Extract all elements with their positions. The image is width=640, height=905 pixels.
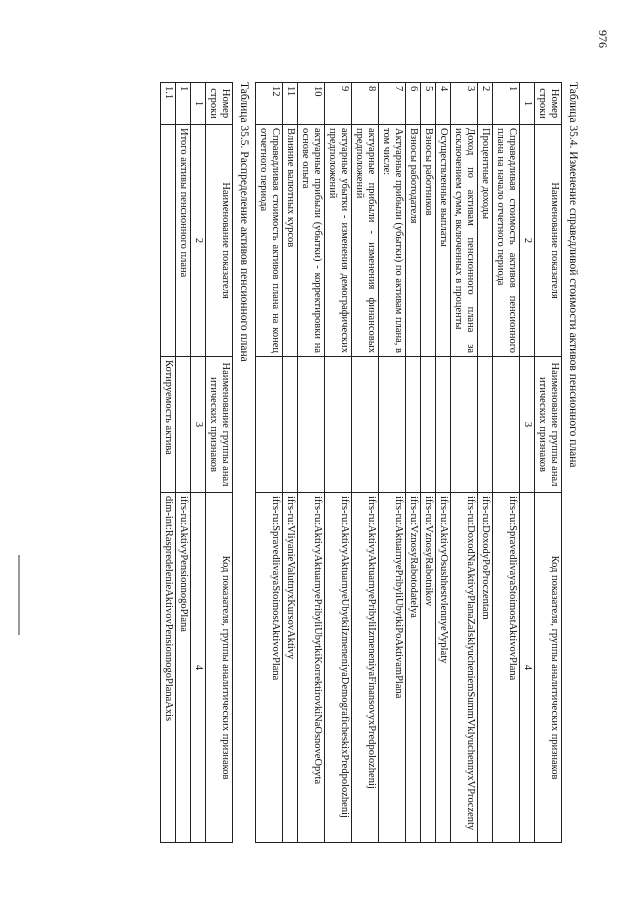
table-row <box>325 83 352 843</box>
table-row <box>478 83 493 843</box>
code-cell: dim-int:RaspredelenieAktivovPensionnogoPlanaAxis <box>161 493 176 843</box>
indicator-name-cell: актуарные убытки - изменения демографических предположений <box>325 125 352 357</box>
row-number-cell: 12 <box>256 83 283 125</box>
code-cell: ifrs-ru:VznosyRabotnikov <box>421 493 436 843</box>
header-row-number: Номер строки <box>535 83 562 125</box>
group-name-cell <box>176 357 191 493</box>
row-number-cell: 1 <box>493 83 520 125</box>
table-row <box>161 83 176 843</box>
code-cell: ifrs-ru:AktuarnyePribyliUbytkiPoAktivamPlana <box>379 493 406 843</box>
row-number-cell: 2 <box>478 83 493 125</box>
group-name-cell <box>325 357 352 493</box>
col-number: 4 <box>191 493 206 843</box>
rotated-content <box>60 52 580 852</box>
row-number-cell: 9 <box>325 83 352 125</box>
header-row-number: Номер строки <box>206 83 233 125</box>
indicator-name-cell <box>161 125 176 357</box>
indicator-name-cell: Доход по активам пенсионного плана за исключением сумм, включенных в проценты <box>451 125 478 357</box>
row-number-cell: 1 <box>176 83 191 125</box>
row-number-cell: 7 <box>379 83 406 125</box>
group-name-cell <box>436 357 451 493</box>
row-number-cell: 8 <box>352 83 379 125</box>
page-number: 976 <box>596 30 610 48</box>
table-row <box>283 83 298 843</box>
indicator-name-cell: Итого активы пенсионного плана <box>176 125 191 357</box>
header-indicator-name: Наименование показателя <box>206 125 233 357</box>
row-number-cell: 11 <box>283 83 298 125</box>
col-number: 2 <box>520 125 535 357</box>
table-row <box>436 83 451 843</box>
table-row <box>256 83 283 843</box>
table-row <box>406 83 421 843</box>
table1-header-row <box>535 83 562 843</box>
col-number: 3 <box>191 357 206 493</box>
code-cell: ifrs-ru:SpravedlivayaStoimostAktivovPlana <box>256 493 283 843</box>
scan-edge-mark <box>18 555 20 635</box>
table2-caption: Таблица 35.5. Распределение активов пенсионного плана <box>238 82 250 362</box>
code-cell: ifrs-ru:AktivyOsushhestvlennyeVyplaty <box>436 493 451 843</box>
row-number-cell: 5 <box>421 83 436 125</box>
header-code: Код показателя, группы аналитических признаков <box>535 493 562 843</box>
code-cell: ifrs-ru:DoxodyPoProczentam <box>478 493 493 843</box>
table1-caption: Таблица 35.4. Изменение справедливой стоимости активов пенсионного плана <box>567 82 579 468</box>
table-plan-asset-allocation <box>160 82 233 843</box>
row-number-cell: 3 <box>451 83 478 125</box>
code-cell: ifrs-ru:AktivyAktuarnyePribyliUbytkiKorrektirovkiNaOsnoveOpyta <box>298 493 325 843</box>
group-name-cell <box>352 357 379 493</box>
group-name-cell <box>493 357 520 493</box>
code-cell: ifrs-ru:SpravedlivayaStoimostAktivovPlana <box>493 493 520 843</box>
group-name-cell <box>256 357 283 493</box>
row-number-cell: 1.1 <box>161 83 176 125</box>
indicator-name-cell: Процентные доходы <box>478 125 493 357</box>
code-cell: ifrs-ru:VznosyRabotodatelya <box>406 493 421 843</box>
code-cell: ifrs-ru:VliyanieValutnyxKursovAktivy <box>283 493 298 843</box>
code-cell: ifrs-ru:AktivyAktuarnyePribyliIzmeneniyaFinansovyxPredpolozhenij <box>352 493 379 843</box>
row-number-cell: 6 <box>406 83 421 125</box>
table-row <box>421 83 436 843</box>
col-number: 1 <box>191 83 206 125</box>
indicator-name-cell: актуарные прибыли - изменения финансовых предположений <box>352 125 379 357</box>
group-name-cell <box>379 357 406 493</box>
header-code: Код показателя, группы аналитических признаков <box>206 493 233 843</box>
indicator-name-cell: Осуществленные выплаты <box>436 125 451 357</box>
table2-header-row <box>206 83 233 843</box>
table-row <box>176 83 191 843</box>
table-row <box>298 83 325 843</box>
code-cell: ifrs-ru:DoxodNaAktivyPlanaZaIsklyucheniemSummVklyuchennyxVProczenty <box>451 493 478 843</box>
col-number: 2 <box>191 125 206 357</box>
table-row <box>451 83 478 843</box>
table2-column-numbers <box>191 83 206 843</box>
indicator-name-cell: актуарные прибыли (убытки) - корректировки на основе опыта <box>298 125 325 357</box>
table-row <box>493 83 520 843</box>
indicator-name-cell: Взносы работников <box>421 125 436 357</box>
indicator-name-cell: Взносы работодателя <box>406 125 421 357</box>
row-number-cell: 4 <box>436 83 451 125</box>
indicator-name-cell: Справедливая стоимость активов пенсионного плана на начало отчетного периода <box>493 125 520 357</box>
row-number-cell: 10 <box>298 83 325 125</box>
table-row <box>379 83 406 843</box>
col-number: 4 <box>520 493 535 843</box>
group-name-cell <box>406 357 421 493</box>
table1-column-numbers <box>520 83 535 843</box>
group-name-cell <box>478 357 493 493</box>
col-number: 3 <box>520 357 535 493</box>
group-name-cell <box>421 357 436 493</box>
group-name-cell <box>298 357 325 493</box>
group-name-cell <box>451 357 478 493</box>
group-name-cell: Котируемость актива <box>161 357 176 493</box>
table-fair-value-changes <box>255 82 562 843</box>
group-name-cell <box>283 357 298 493</box>
header-group-name: Наименование группы аналитических признаков <box>535 357 562 493</box>
indicator-name-cell: Актуарные прибыли (убытки) по активам плана, в том числе: <box>379 125 406 357</box>
indicator-name-cell: Справедливая стоимость активов плана на конец отчетного периода <box>256 125 283 357</box>
header-group-name: Наименование группы аналитических признаков <box>206 357 233 493</box>
header-indicator-name: Наименование показателя <box>535 125 562 357</box>
col-number: 1 <box>520 83 535 125</box>
code-cell: ifrs-ru:AktivyPensionnogoPlana <box>176 493 191 843</box>
code-cell: ifrs-ru:AktivyAktuarnyeUbytkiIzmeneniyaDemograficheskixPredpolozhenij <box>325 493 352 843</box>
table-row <box>352 83 379 843</box>
indicator-name-cell: Влияние валютных курсов <box>283 125 298 357</box>
